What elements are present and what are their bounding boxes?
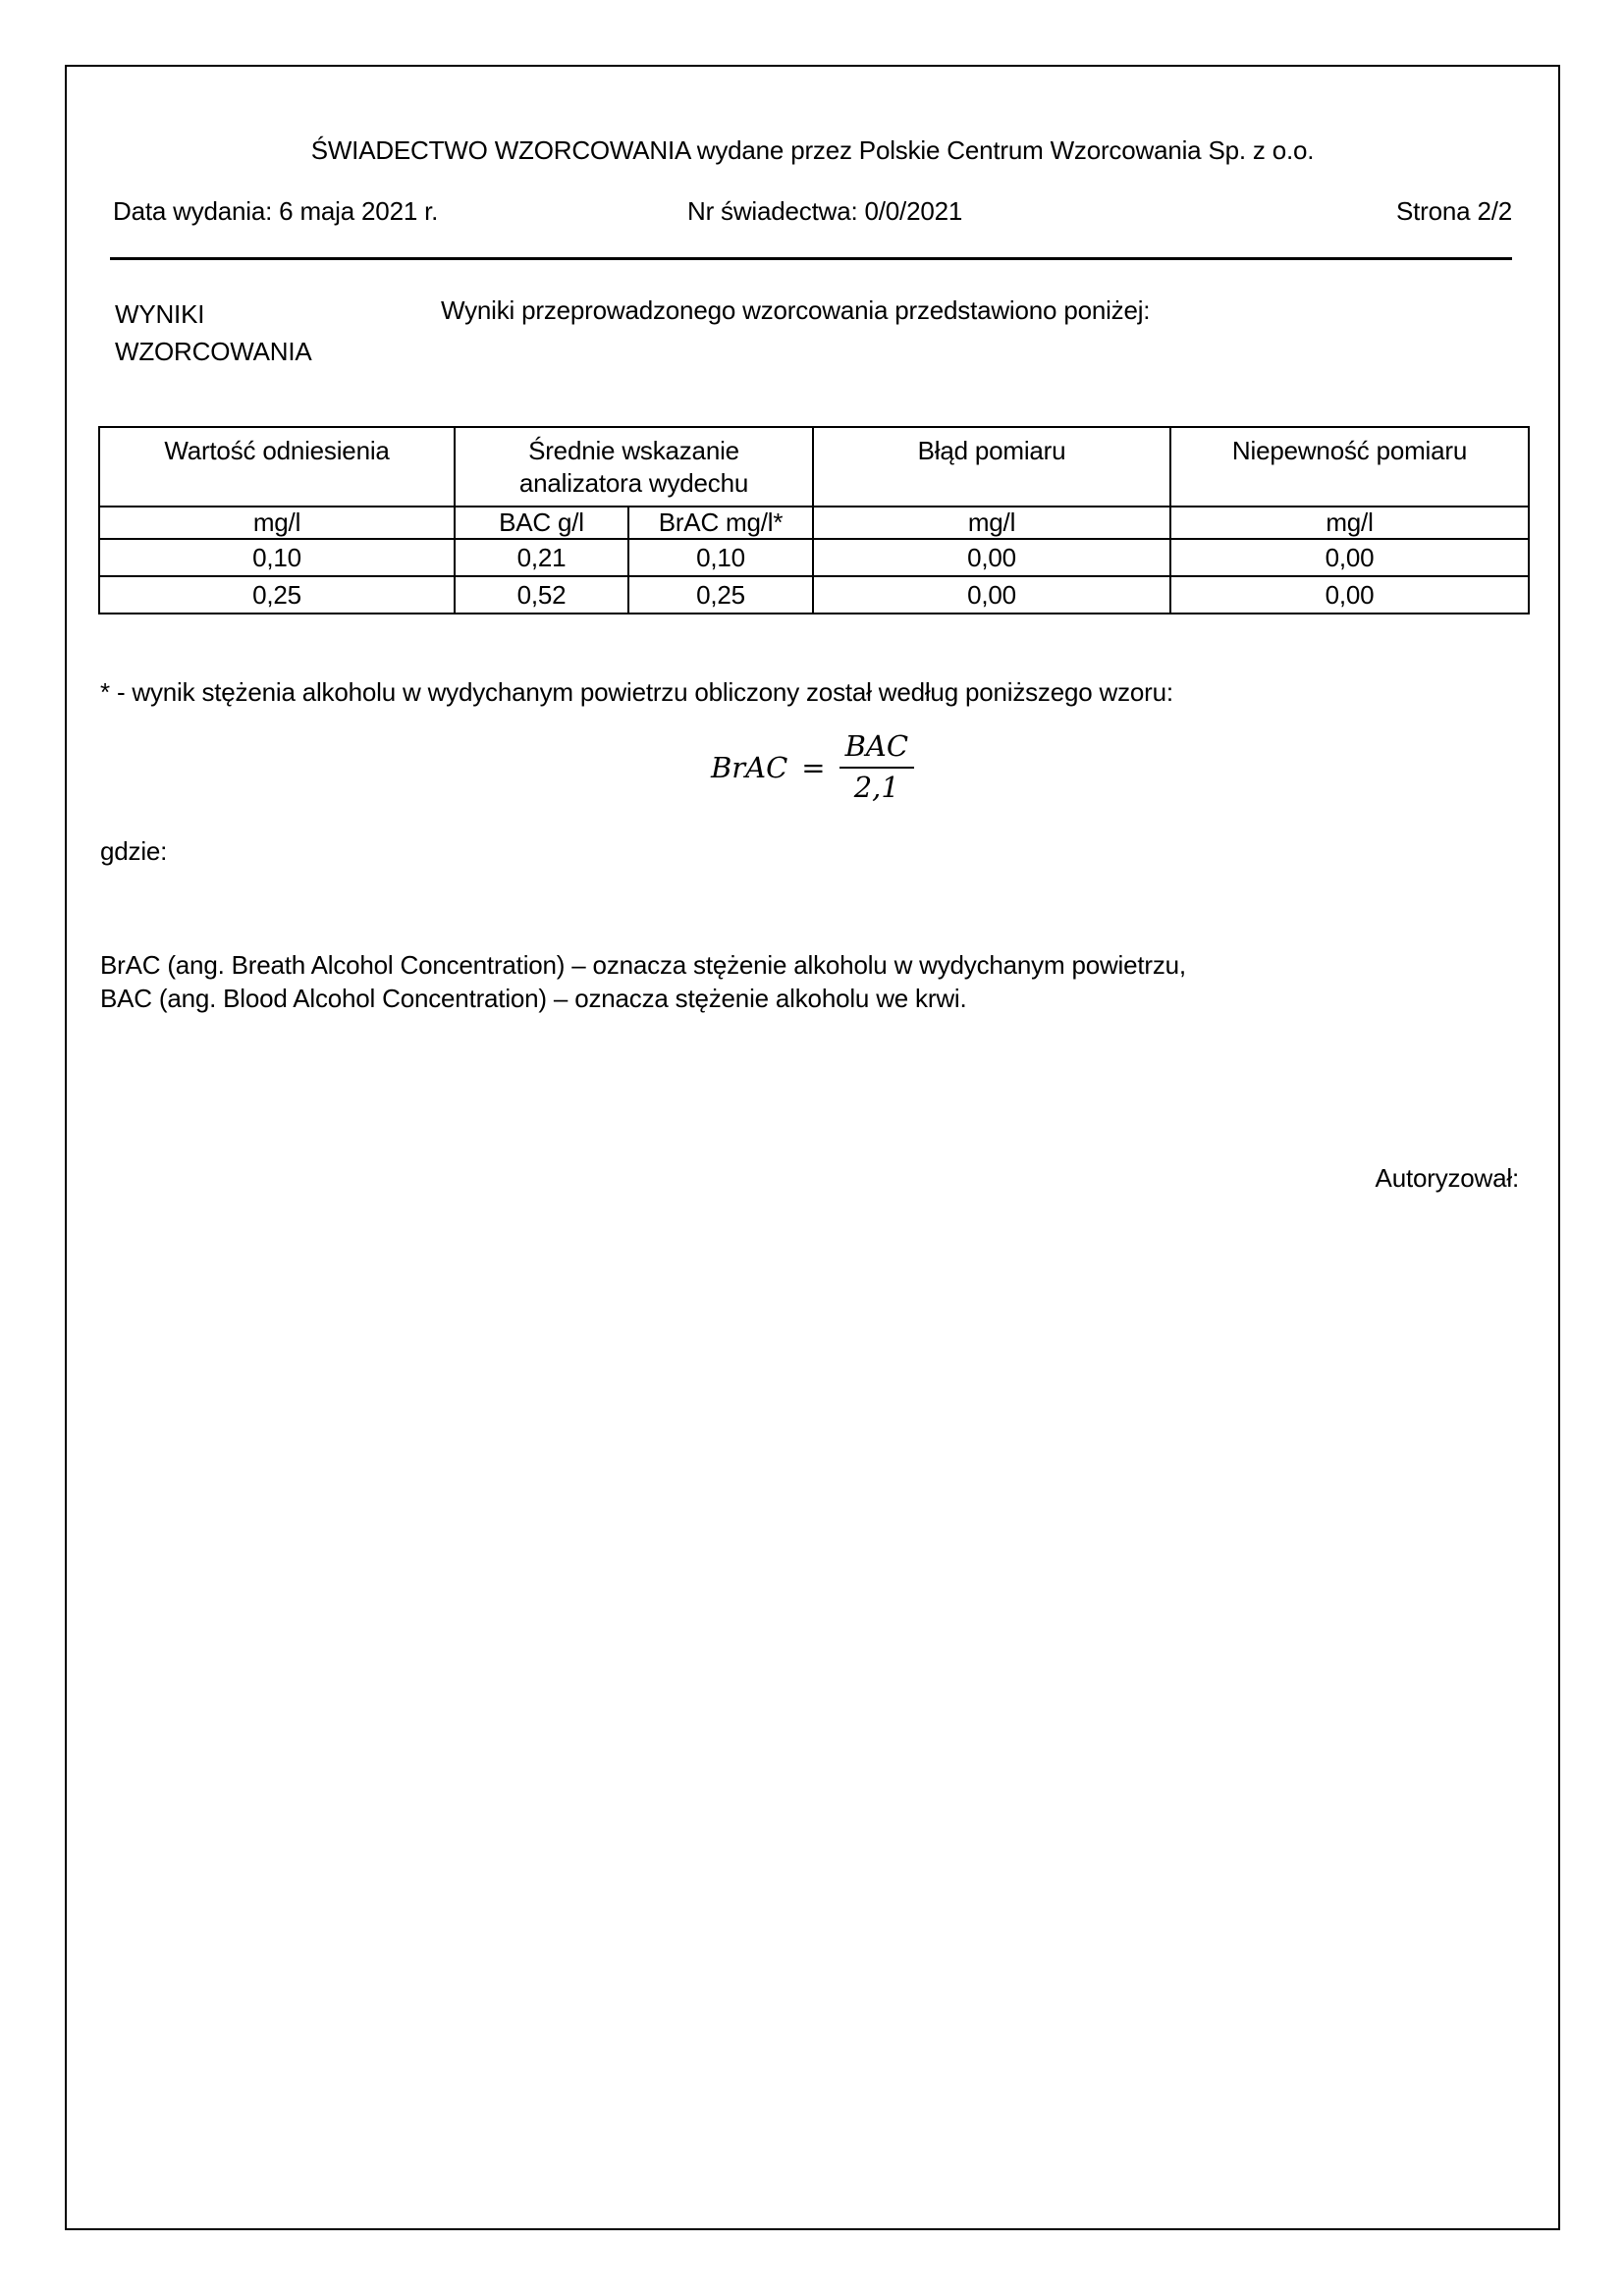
value-cell: 0,00 [1170,539,1529,576]
unit-cell: BAC g/l [455,507,628,539]
definition-bac: BAC (ang. Blood Alcohol Concentration) – oznacza stężenie alkoholu we krwi. [100,984,967,1013]
authorized-by-label: Autoryzował: [1375,1163,1519,1193]
header-reference-value: Wartość odniesienia [99,427,455,507]
document-title: ŚWIADECTWO WZORCOWANIA wydane przez Polskie Centrum Wzorcowania Sp. z o.o. [310,135,1315,165]
results-intro-text: Wyniki przeprowadzonego wzorcowania przedstawiono poniżej: [441,295,1151,325]
where-label: gdzie: [100,836,168,866]
value-cell: 0,10 [99,539,455,576]
formula-numerator: BAC [839,731,914,769]
document-meta-row [67,196,1558,230]
table-row [99,576,1529,614]
header-measurement-uncertainty: Niepewność pomiaru [1170,427,1529,507]
value-cell: 0,52 [455,576,628,614]
brac-formula [67,731,1558,804]
formula-lhs: BrAC [710,750,788,784]
results-label-line1: WYNIKI [115,299,205,329]
value-cell: 0,00 [1170,576,1529,614]
header-mean-indication [455,427,813,507]
unit-cell: mg/l [1170,507,1529,539]
value-cell: 0,21 [455,539,628,576]
formula-equals-sign: = [801,750,826,784]
table-header-row [99,427,1529,507]
definitions-block [100,948,1186,1015]
value-cell: 0,10 [628,539,813,576]
certificate-number: Nr świadectwa: 0/0/2021 [687,196,963,226]
header-measurement-error: Błąd pomiaru [813,427,1170,507]
table-row [99,539,1529,576]
value-cell: 0,00 [813,539,1170,576]
table-units-row [99,507,1529,539]
page-border [65,65,1560,2230]
formula-fraction [839,731,914,804]
unit-cell: mg/l [813,507,1170,539]
value-cell: 0,25 [628,576,813,614]
results-section-label [115,295,311,370]
header-mean-indication-line1: Średnie wskazanie [528,436,739,465]
formula-footnote: * - wynik stężenia alkoholu w wydychanym powietrzu obliczony został według poniższego wzoru: [100,677,1173,707]
formula-denominator: 2,1 [853,770,899,804]
definition-brac: BrAC (ang. Breath Alcohol Concentration) – oznacza stężenie alkoholu w wydychanym powietrzu, [100,950,1186,980]
results-label-line2: WZORCOWANIA [115,337,312,366]
calibration-results-table [98,426,1530,614]
header-divider [110,257,1512,260]
value-cell: 0,25 [99,576,455,614]
issue-date: Data wydania: 6 maja 2021 r. [113,196,439,226]
value-cell: 0,00 [813,576,1170,614]
page-number: Strona 2/2 [1396,196,1512,226]
unit-cell: BrAC mg/l* [628,507,813,539]
unit-cell: mg/l [99,507,455,539]
header-mean-indication-line2: analizatora wydechu [518,468,749,498]
